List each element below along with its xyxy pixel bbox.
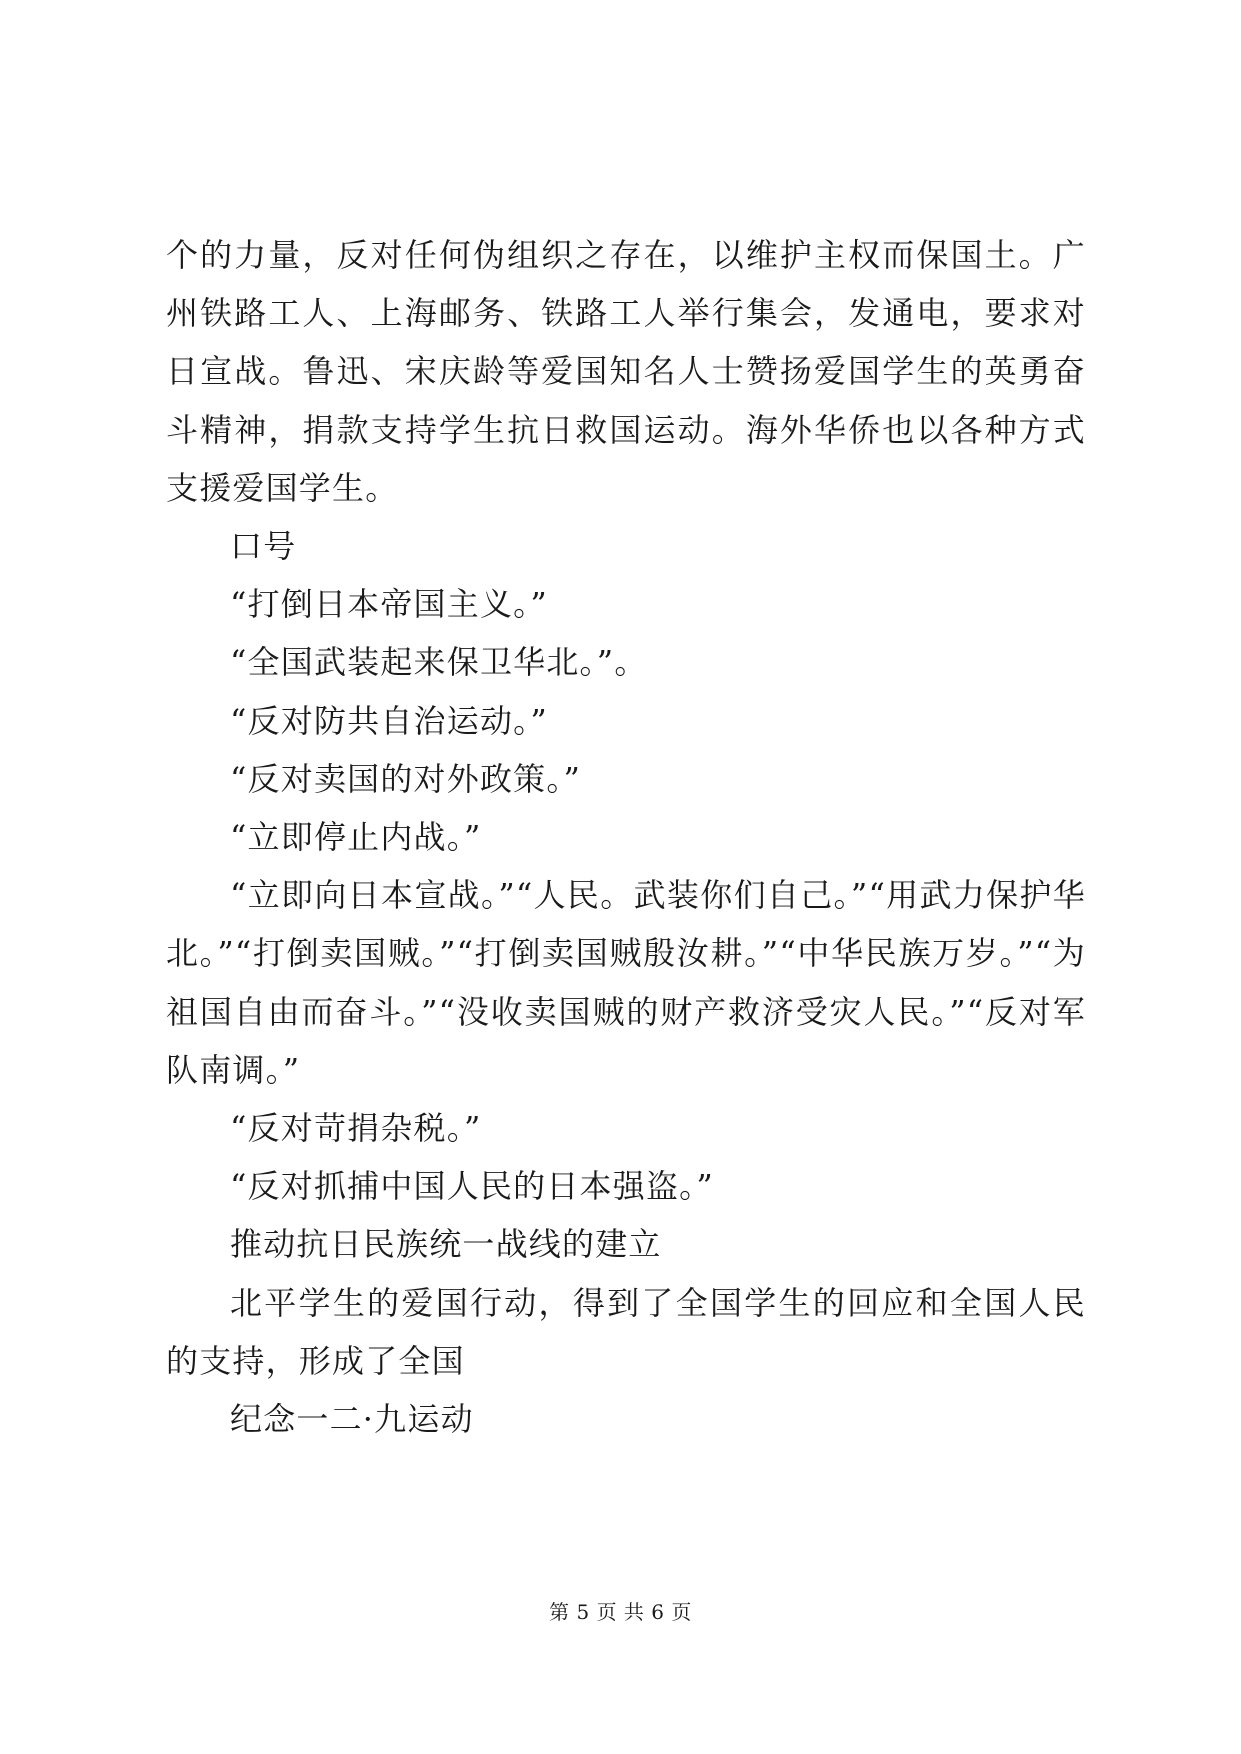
- slogan-line: “反对抓捕中国人民的日本强盗。”: [230, 1167, 714, 1206]
- slogan-paragraph: “立即向日本宣战。”“人民。武装你们自己。”“用武力保护华北。”“打倒卖国贼。”“打倒卖国贼殷汝耕。”“中华民族万岁。”“为祖国自由而奋斗。”“没收卖国贼的财产救济受灾人民。”“反对军队南调。”: [166, 876, 1086, 1089]
- paragraph-national-response: 北平学生的爱国行动，得到了全国学生的回应和全国人民的支持，形成了全国: [166, 1283, 1086, 1380]
- heading-slogans: 口号: [230, 527, 297, 566]
- section-heading: 推动抗日民族统一战线的建立: [230, 1225, 662, 1264]
- slogan-line: “反对苛捐杂税。”: [230, 1109, 482, 1148]
- section-heading: 纪念一二·九运动: [230, 1400, 474, 1439]
- page-number: 第 5 页 共 6 页: [549, 1600, 692, 1624]
- slogan-line: “反对防共自治运动。”: [230, 701, 548, 740]
- document-body: [166, 226, 1086, 1448]
- slogan-line: “全国武装起来保卫华北。”。: [230, 643, 648, 682]
- paragraph-support-movement: 个的力量，反对任何伪组织之存在，以维护主权而保国土。广州铁路工人、上海邮务、铁路工人举行集会，发通电，要求对日宣战。鲁迅、宋庆龄等爱国知名人士赞扬爱国学生的英勇奋斗精神，捐款支持学生抗日救国运动。海外华侨也以各种方式支援爱国学生。: [166, 236, 1086, 507]
- slogan-line: “反对卖国的对外政策。”: [230, 759, 582, 798]
- slogan-line: “立即停止内战。”: [230, 818, 482, 857]
- slogan-line: “打倒日本帝国主义。”: [230, 585, 548, 624]
